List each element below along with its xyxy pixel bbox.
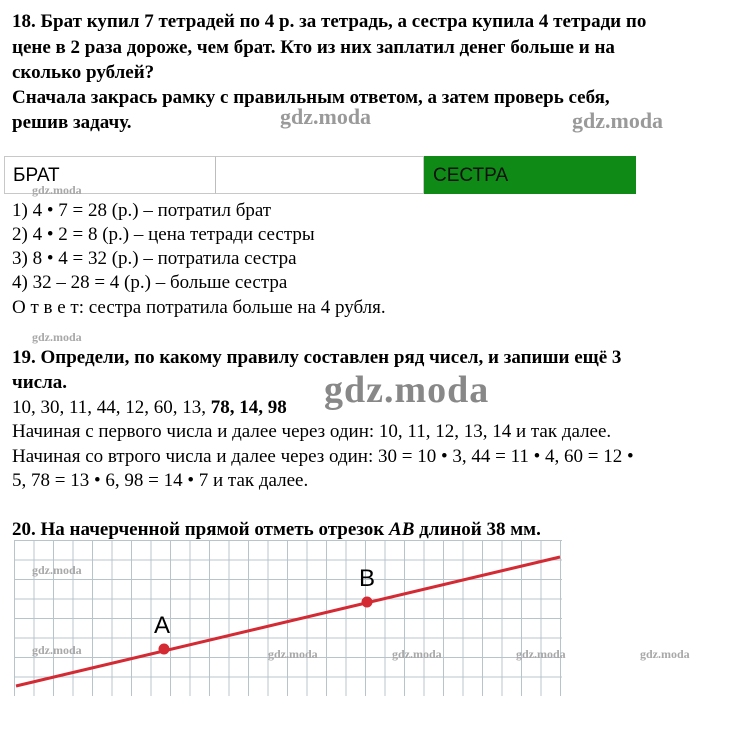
task20-text-prefix: 20. На начерченной прямой отметь отрезок (12, 519, 390, 540)
solution-step-4: 4) 32 – 28 = 4 (р.) – больше сестра (12, 272, 288, 293)
rule-explanation-3: 5, 78 = 13 • 6, 98 = 14 • 7 и так далее. (12, 470, 309, 491)
task18-text-line3: сколько рублей? (12, 62, 155, 83)
solution-step-1: 1) 4 • 7 = 28 (р.) – потратил брат (12, 200, 272, 221)
task18-instruction-line1: Сначала закрась рамку с правильным ответом, а затем проверь себя, (12, 87, 610, 108)
number-series-answer: 78, 14, 98 (210, 397, 287, 418)
number-series (12, 396, 287, 420)
answer-frame (4, 156, 636, 196)
task19-text-line1: 19. Определи, по какому правилу составлен ряд чисел, и запиши ещё 3 (12, 347, 622, 368)
task18-text-line1: 18. Брат купил 7 тетрадей по 4 р. за тетрадь, а сестра купила 4 тетради по (12, 11, 647, 32)
task18-instruction-line2: решив задачу. (12, 112, 132, 133)
watermark: gdz.moda (32, 643, 82, 657)
grid-lines (14, 540, 562, 696)
answer-frame-spacer (216, 156, 424, 194)
task20-text-suffix: длиной 38 мм. (414, 519, 541, 540)
watermark: gdz.moda (572, 108, 664, 133)
watermark: gdz.moda (268, 647, 318, 661)
watermark: gdz.moda (32, 330, 82, 344)
watermark: gdz.moda (32, 183, 82, 197)
watermark: gdz.moda (516, 647, 566, 661)
watermark: gdz.moda (392, 647, 442, 661)
answer-option-sestra[interactable]: СЕСТРА (424, 156, 636, 194)
answer-option-brat[interactable]: БРАТ (4, 156, 216, 194)
point-b (362, 597, 373, 608)
solution-step-3: 3) 8 • 4 = 32 (р.) – потратила сестра (12, 248, 297, 269)
solution-answer: О т в е т: сестра потратила больше на 4 рубля. (12, 297, 386, 318)
watermark: gdz.moda (640, 647, 690, 661)
solution-step-2: 2) 4 • 2 = 8 (р.) – цена тетради сестры (12, 224, 315, 245)
rule-explanation-1: Начиная с первого числа и далее через один: 10, 11, 12, 13, 14 и так далее. (12, 421, 612, 442)
point-b-label: B (359, 565, 376, 592)
point-a (159, 644, 170, 655)
point-a-label: A (154, 612, 171, 639)
task18-text-line2: цене в 2 раза дороже, чем брат. Кто из них заплатил денег больше и на (12, 37, 615, 58)
watermark: gdz.moda (280, 104, 372, 129)
watermark: gdz.moda (32, 563, 82, 577)
grid-drawing (14, 540, 562, 696)
task19-text-line2: числа. (12, 372, 68, 393)
task20-text (12, 518, 541, 542)
task20-segment-name: AB (389, 519, 415, 540)
grid-svg (14, 540, 562, 696)
rule-explanation-2: Начиная со втрого числа и далее через один: 30 = 10 • 3, 44 = 11 • 4, 60 = 12 • (12, 446, 634, 467)
watermark: gdz.moda (324, 369, 490, 411)
number-series-given: 10, 30, 11, 44, 12, 60, 13, (12, 397, 211, 418)
